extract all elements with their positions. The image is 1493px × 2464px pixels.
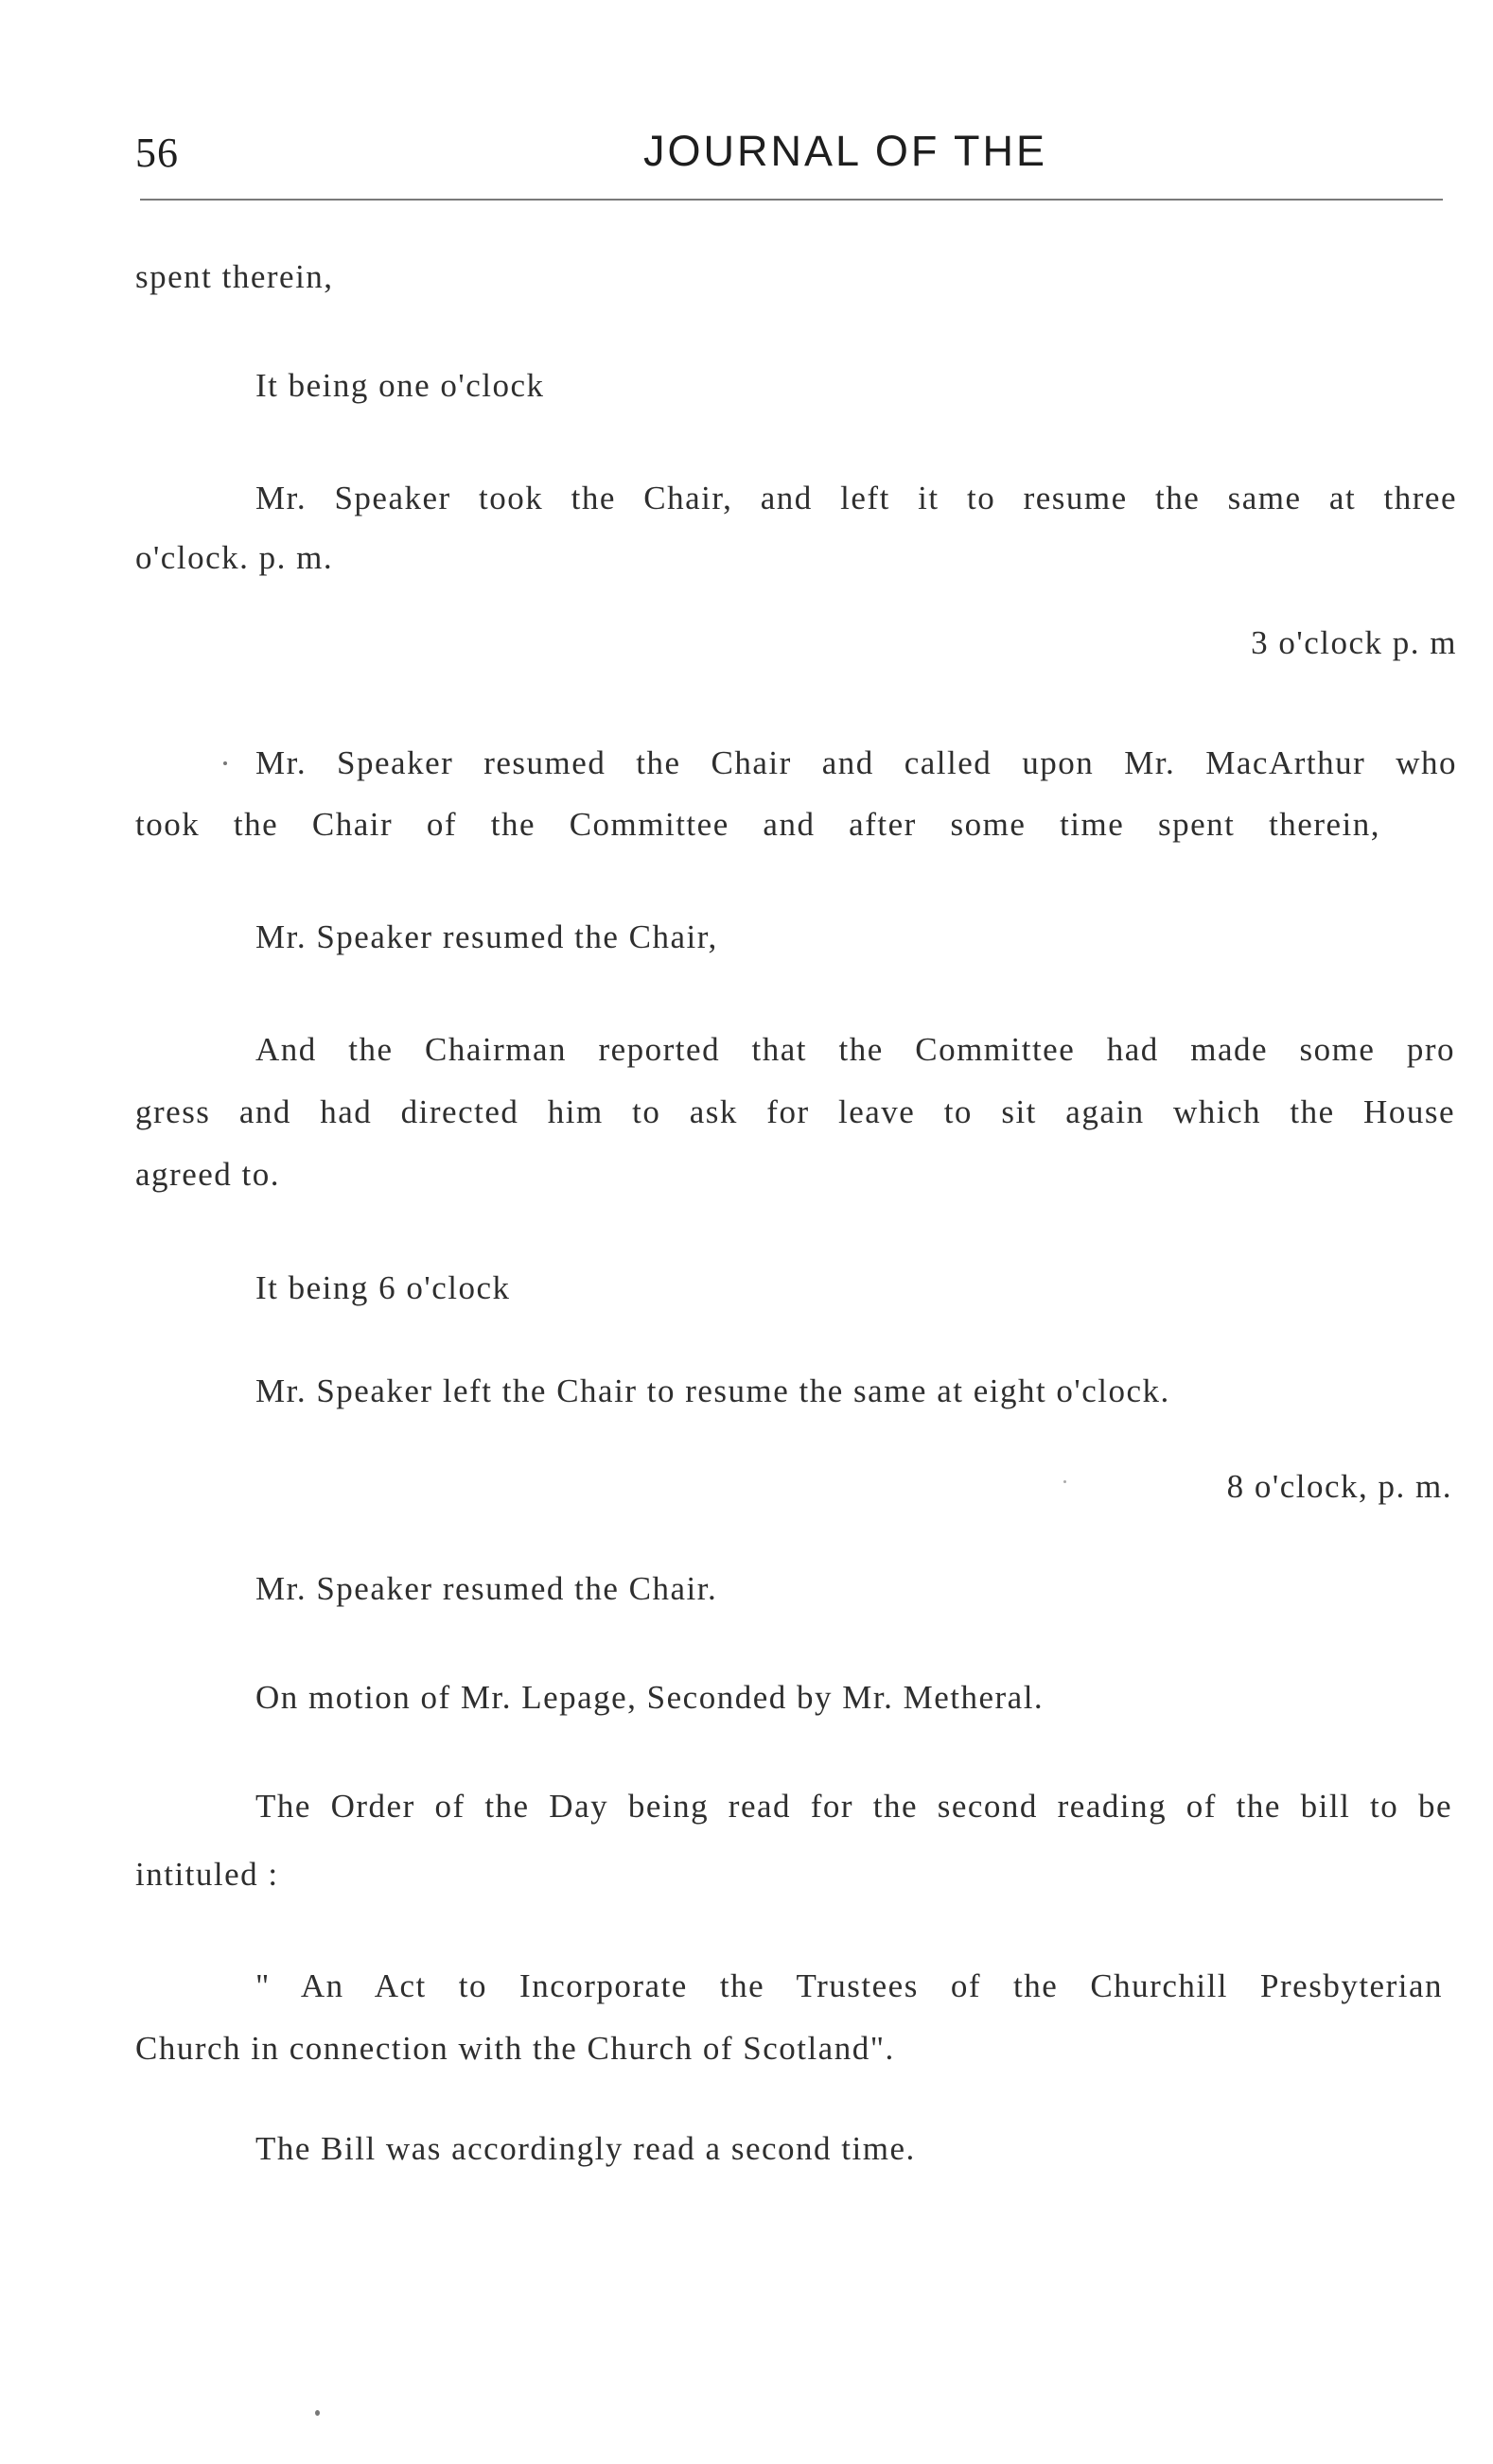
body-line: The Bill was accordingly read a second time. bbox=[255, 2130, 916, 2167]
body-line: Church in connection with the Church of Scotland". bbox=[135, 2030, 895, 2067]
body-line: agreed to. bbox=[135, 1156, 280, 1193]
body-line: Mr. Speaker took the Chair, and left it to resume the same at three bbox=[255, 480, 1457, 516]
body-line: Mr. Speaker resumed the Chair, bbox=[255, 918, 718, 955]
page-number: 56 bbox=[135, 130, 179, 176]
body-line: It being one o'clock bbox=[255, 367, 545, 404]
body-line: It being 6 o'clock bbox=[255, 1269, 511, 1306]
body-line: o'clock. p. m. bbox=[135, 539, 334, 576]
paper-speck bbox=[1063, 1480, 1066, 1483]
body-line: And the Chairman reported that the Committee had made some pro bbox=[255, 1031, 1455, 1068]
body-line: Mr. Speaker resumed the Chair and called upon Mr. MacArthur who bbox=[255, 744, 1457, 781]
time-marker: 8 o'clock, p. m. bbox=[1226, 1468, 1452, 1505]
body-line: On motion of Mr. Lepage, Seconded by Mr. Metheral. bbox=[255, 1679, 1045, 1716]
body-line: The Order of the Day being read for the second reading of the bill to be bbox=[255, 1788, 1452, 1825]
header-rule bbox=[140, 199, 1443, 201]
body-line: gress and had directed him to ask for leave to sit again which the House bbox=[135, 1093, 1455, 1130]
paper-speck bbox=[315, 2410, 320, 2416]
body-line: intituled : bbox=[135, 1856, 279, 1893]
body-line: " An Act to Incorporate the Trustees of the Churchill Presbyterian bbox=[255, 1967, 1443, 2004]
running-head: JOURNAL OF THE bbox=[643, 127, 1048, 175]
body-line: Mr. Speaker resumed the Chair. bbox=[255, 1570, 718, 1607]
body-line: Mr. Speaker left the Chair to resume the same at eight o'clock. bbox=[255, 1372, 1170, 1409]
paper-speck bbox=[223, 761, 227, 765]
body-line: spent therein, bbox=[135, 258, 334, 295]
body-line: took the Chair of the Committee and after some time spent therein, bbox=[135, 806, 1380, 843]
time-marker: 3 o'clock p. m bbox=[1251, 624, 1457, 661]
